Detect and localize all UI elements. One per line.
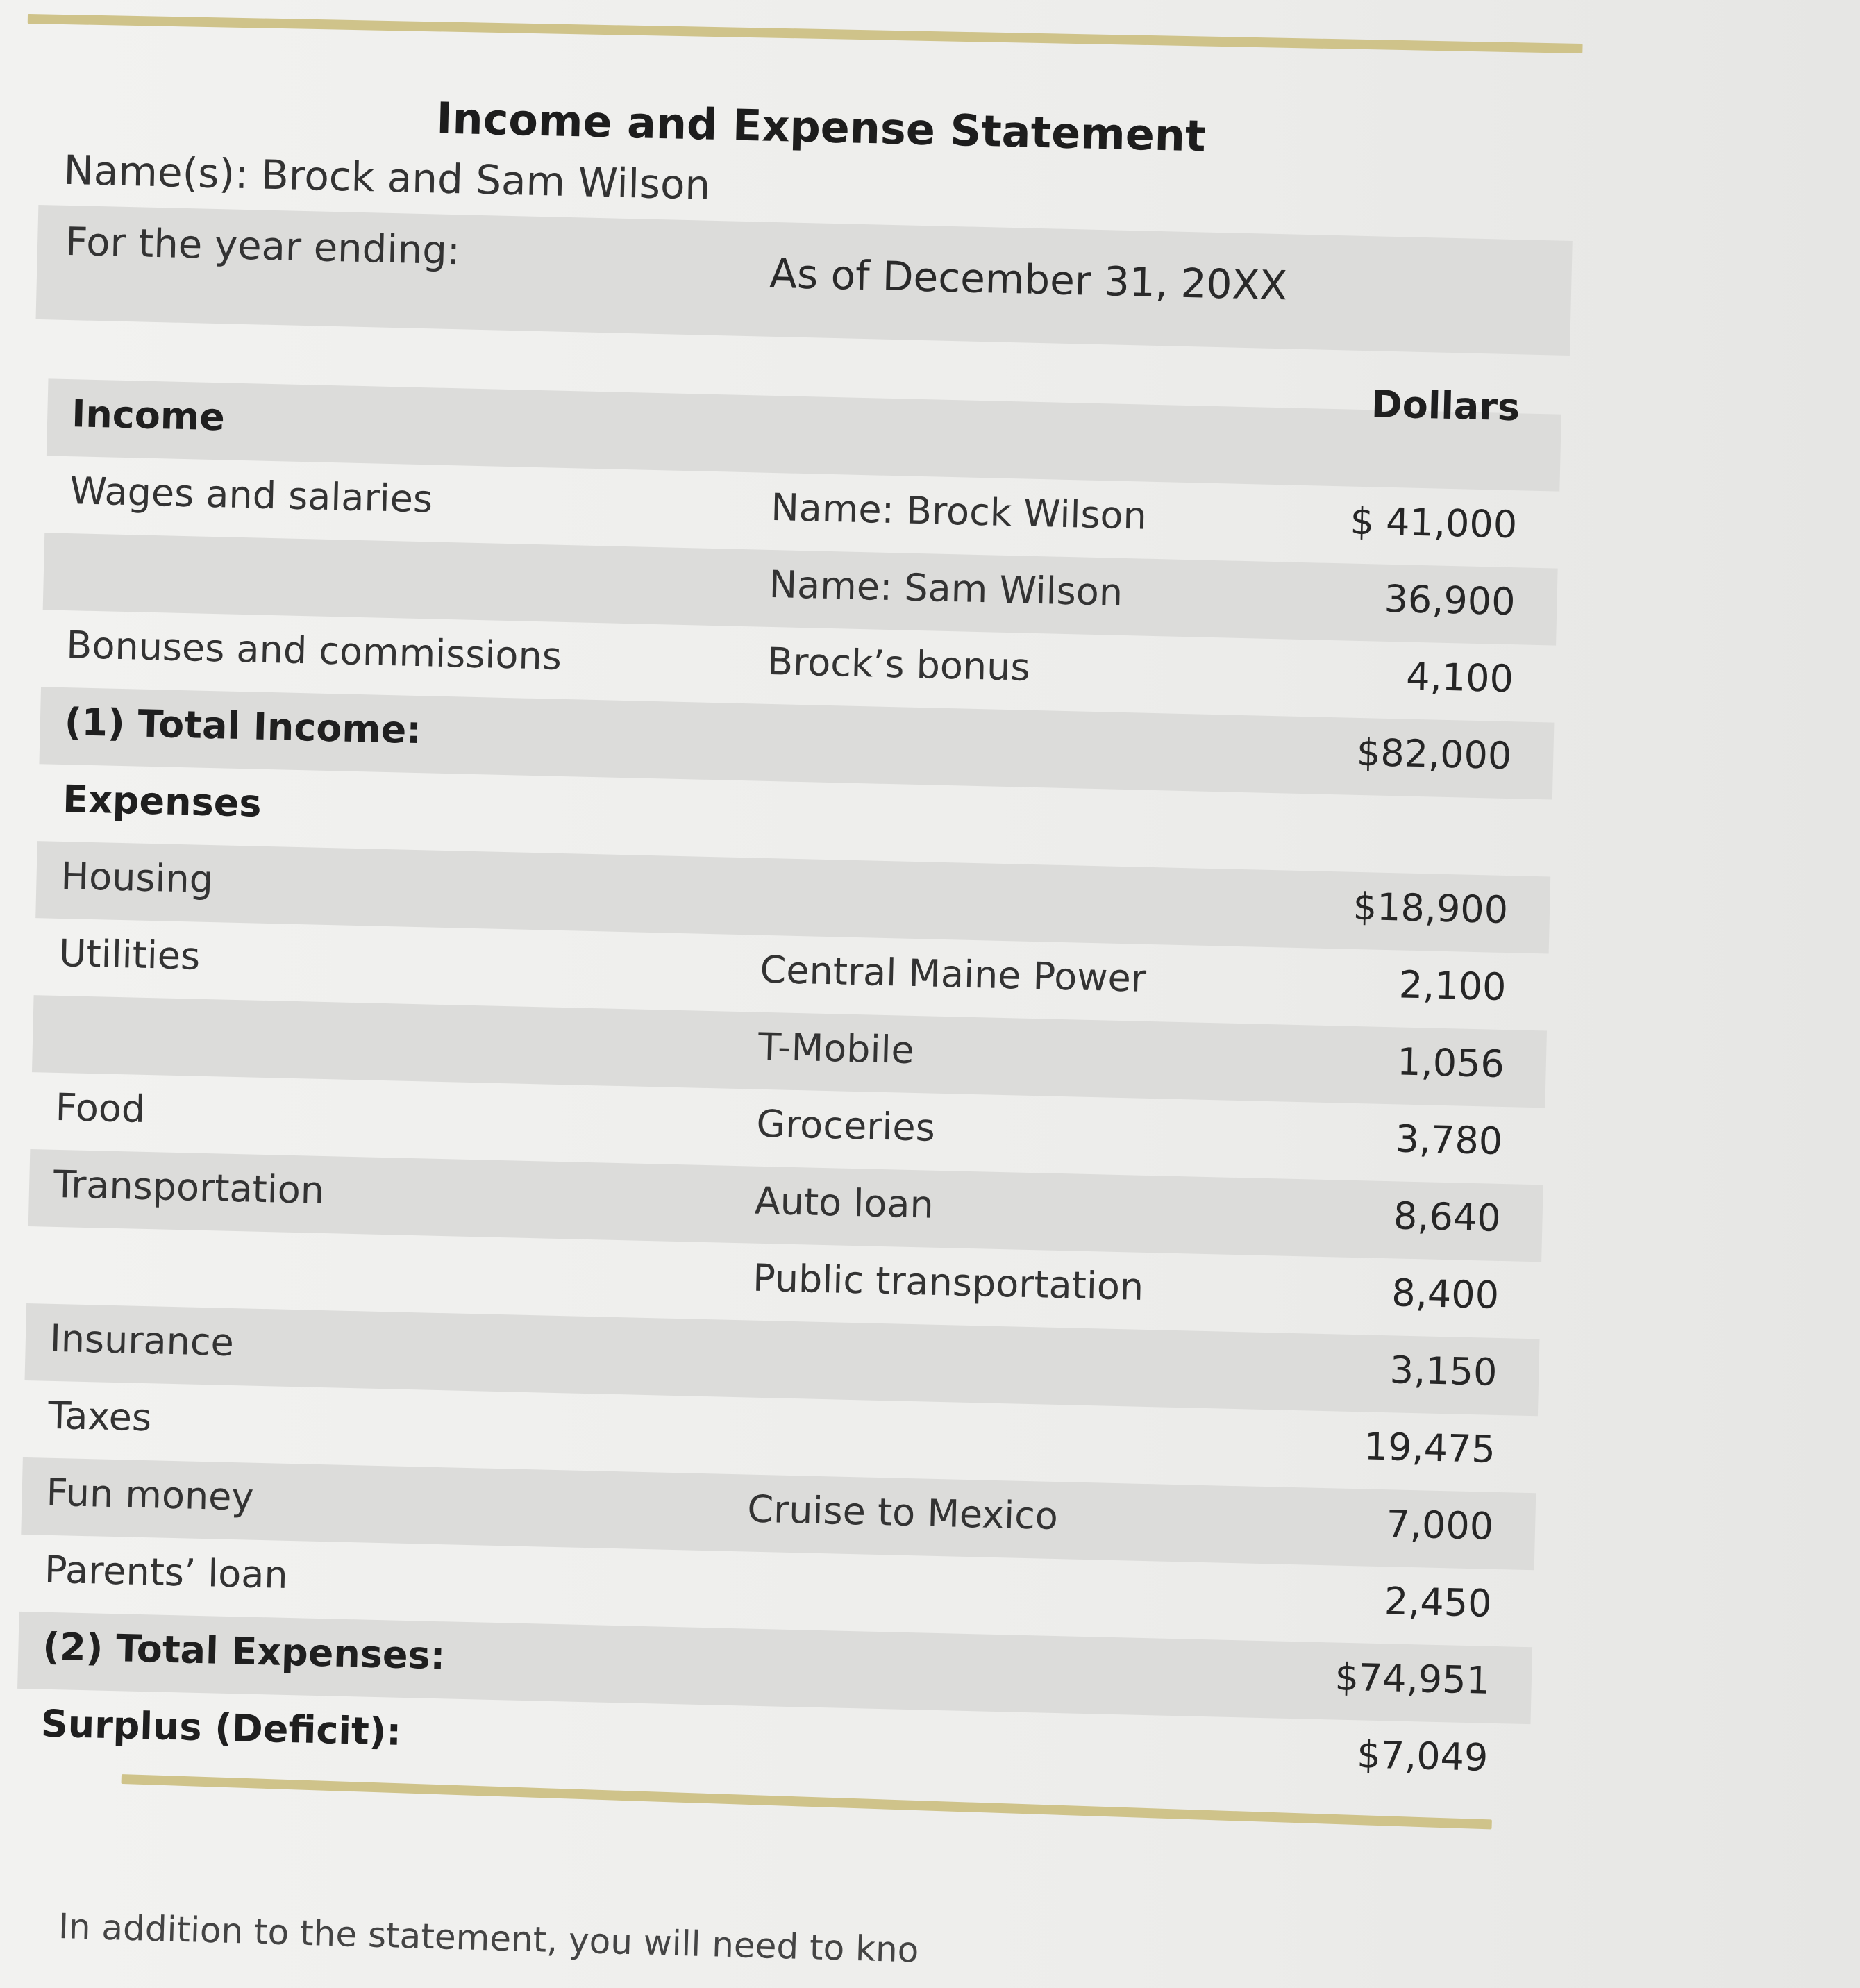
row-detail: Name: Sam Wilson: [769, 562, 1123, 615]
row-label: Utilities: [58, 930, 201, 978]
row-detail: Name: Brock Wilson: [770, 485, 1148, 538]
row-detail: Groceries: [755, 1101, 936, 1150]
income-expense-statement: [40, 69, 1575, 1780]
row-label: Parents’ loan: [44, 1547, 289, 1597]
row-label: Surplus (Deficit):: [40, 1701, 402, 1754]
names-line: Name(s): Brock and Sam Wilson: [62, 146, 712, 209]
row-label: Income: [71, 392, 226, 440]
footer-text: In addition to the statement, you will need to kno: [58, 1906, 920, 1971]
row-label: (2) Total Expenses:: [42, 1624, 446, 1678]
row-label: Food: [55, 1085, 146, 1131]
top-rule: [28, 14, 1583, 53]
row-label: Bonuses and commissions: [65, 623, 562, 678]
row-amount: $18,900: [1352, 884, 1509, 933]
row-detail: Central Maine Power: [760, 947, 1147, 1001]
row-amount: $ 41,000: [1349, 499, 1518, 547]
statement-title: Income and Expense Statement: [435, 92, 1207, 162]
row-label: Fun money: [45, 1470, 255, 1519]
row-amount: 3,150: [1389, 1348, 1498, 1394]
row-label: Taxes: [47, 1393, 152, 1440]
statement-table: [15, 378, 1561, 1801]
year-ending-label: For the year ending:: [65, 219, 461, 274]
row-label: Wages and salaries: [69, 469, 433, 521]
row-amount: 4,100: [1405, 654, 1514, 701]
row-detail: T-Mobile: [757, 1024, 915, 1072]
row-detail: Auto loan: [754, 1178, 935, 1227]
row-amount: 2,450: [1384, 1579, 1493, 1626]
row-label: (1) Total Income:: [64, 700, 422, 753]
row-detail: Brock’s bonus: [766, 639, 1031, 690]
row-detail: Public transportation: [752, 1255, 1144, 1309]
dollars-header: Dollars: [1371, 382, 1520, 430]
row-label: Expenses: [62, 777, 262, 826]
row-label: Transportation: [53, 1162, 325, 1213]
row-amount: 1,056: [1396, 1039, 1505, 1087]
row-amount: 19,475: [1364, 1424, 1496, 1471]
row-amount: $74,951: [1334, 1655, 1491, 1703]
row-amount: 36,900: [1383, 576, 1516, 624]
row-amount: 8,400: [1391, 1271, 1500, 1317]
row-amount: 7,000: [1385, 1502, 1494, 1548]
row-amount: 3,780: [1394, 1117, 1503, 1163]
row-amount: $7,049: [1356, 1732, 1489, 1780]
row-label: Housing: [60, 853, 214, 902]
row-amount: 2,100: [1398, 962, 1507, 1010]
row-amount: 8,640: [1393, 1194, 1502, 1240]
row-label: Insurance: [49, 1316, 235, 1365]
row-detail: Cruise to Mexico: [746, 1487, 1059, 1539]
row-amount: $82,000: [1356, 730, 1513, 778]
year-ending-row: [36, 205, 1573, 356]
year-ending-value: As of December 31, 20XX: [769, 249, 1288, 310]
